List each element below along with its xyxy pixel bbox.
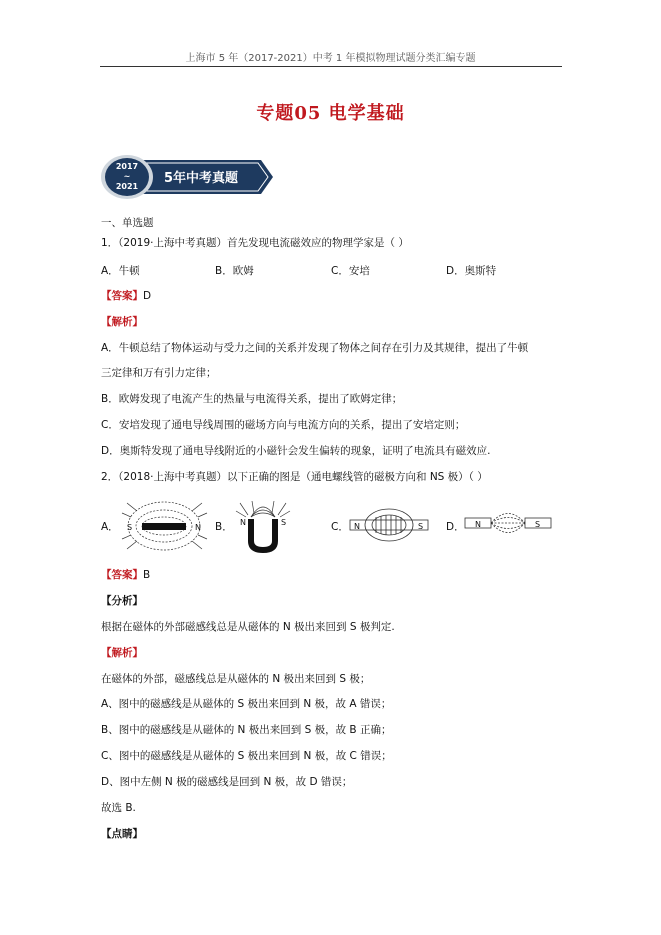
q1-option-b: B．欧姆 [215,265,254,277]
page-header: 上海市 5 年（2017-2021）中考 1 年模拟物理试题分类汇编专题 [185,53,476,64]
page-title: 专题05 电学基础 [256,103,405,124]
q1-analysis-line-2: 三定律和万有引力定律； [101,367,217,379]
q1-option-d: D．奥斯特 [446,265,497,277]
q1-answer-label: 【答案】 [101,290,143,302]
q1-analysis-line-3: B．欧姆发现了电流产生的热量与电流得关系，提出了欧姆定律； [101,393,403,405]
q2-option-b-label: B． [215,521,233,533]
banner-label: 5年中考真题 [163,171,239,186]
q1-analysis-label: 【解析】 [101,316,143,328]
q2-fenxi-text: 根据在磁体的外部磁感线总是从磁体的 N 极出来回到 S 极判定. [101,621,395,633]
q2-analysis-line-5: D、图中左侧 N 极的磁感线是回到 N 极，故 D 错误； [101,776,353,788]
q1-analysis-line-4: C．安培发现了通电导线周围的磁场方向与电流方向的关系，提出了安培定则； [101,419,466,431]
figure-c-s-label: S [418,522,424,531]
q1-option-c: C．安培 [331,265,370,277]
q2-option-d-label: D． [446,521,465,533]
q2-analysis-line-3: B、图中的磁感线是从磁体的 N 极出来回到 S 极，故 B 正确； [101,724,392,736]
q2-analysis-line-1: 在磁体的外部，磁感线总是从磁体的 N 极出来回到 S 极； [101,673,371,685]
q1-answer-value: D [143,290,152,302]
figure-a-s-label: S [127,523,133,532]
q2-figure-b [232,495,294,557]
two-magnets-diagram-d [463,502,553,548]
q2-answer-label: 【答案】 [101,569,143,581]
section-banner [101,153,276,201]
banner-graphic [101,153,276,201]
q2-answer [101,568,150,582]
q2-option-a-label: A． [101,521,119,533]
figure-d-n-label: N [475,520,481,529]
q2-analysis-line-4: C、图中的磁感线是从磁体的 S 极出来回到 N 极，故 C 错误； [101,750,392,762]
banner-year-bottom: 2021 [115,182,139,191]
q2-analysis-line-6: 故选 B. [101,802,136,814]
q2-option-c-label: C． [331,521,349,533]
figure-b-n-label: N [240,518,246,527]
figure-c-n-label: N [354,522,360,531]
q1-stem: 1．（2019·上海中考真题）首先发现电流磁效应的物理学家是（ ） [101,237,409,249]
header-divider [100,66,562,67]
q1-option-a: A．牛顿 [101,265,140,277]
q2-analysis-line-2: A、图中的磁感线是从磁体的 S 极出来回到 N 极，故 A 错误； [101,698,392,710]
q2-dianjing-label: 【点睛】 [101,828,143,840]
q1-analysis-line-1: A．牛顿总结了物体运动与受力之间的关系并发现了物体之间存在引力及其规律，提出了牛顿 [101,342,529,354]
u-magnet-diagram-b [232,495,294,557]
q2-fenxi-label: 【分析】 [101,595,143,607]
magnet-field-diagram-a [117,497,212,555]
q2-figure-c [348,505,430,547]
q1-analysis-line-5: D．奥斯特发现了通电导线附近的小磁针会发生偏转的现象，证明了电流具有磁效应. [101,445,491,457]
banner-year-tilde: ~ [123,172,131,181]
figure-a-n-label: N [195,523,201,532]
figure-d-s-label: S [535,520,541,529]
banner-year-top: 2017 [115,162,139,171]
q2-figure-a [117,497,212,555]
figure-b-s-label: S [281,518,287,527]
q2-answer-value: B [143,569,151,581]
q2-figure-d [463,502,553,548]
q2-stem: 2．（2018·上海中考真题）以下正确的图是（通电螺线管的磁极方向和 NS 极）（ ） [101,471,488,483]
q2-analysis-label: 【解析】 [101,647,143,659]
solenoid-diagram-c [348,505,430,547]
q1-answer [101,289,151,303]
section-heading: 一、单选题 [101,217,154,229]
